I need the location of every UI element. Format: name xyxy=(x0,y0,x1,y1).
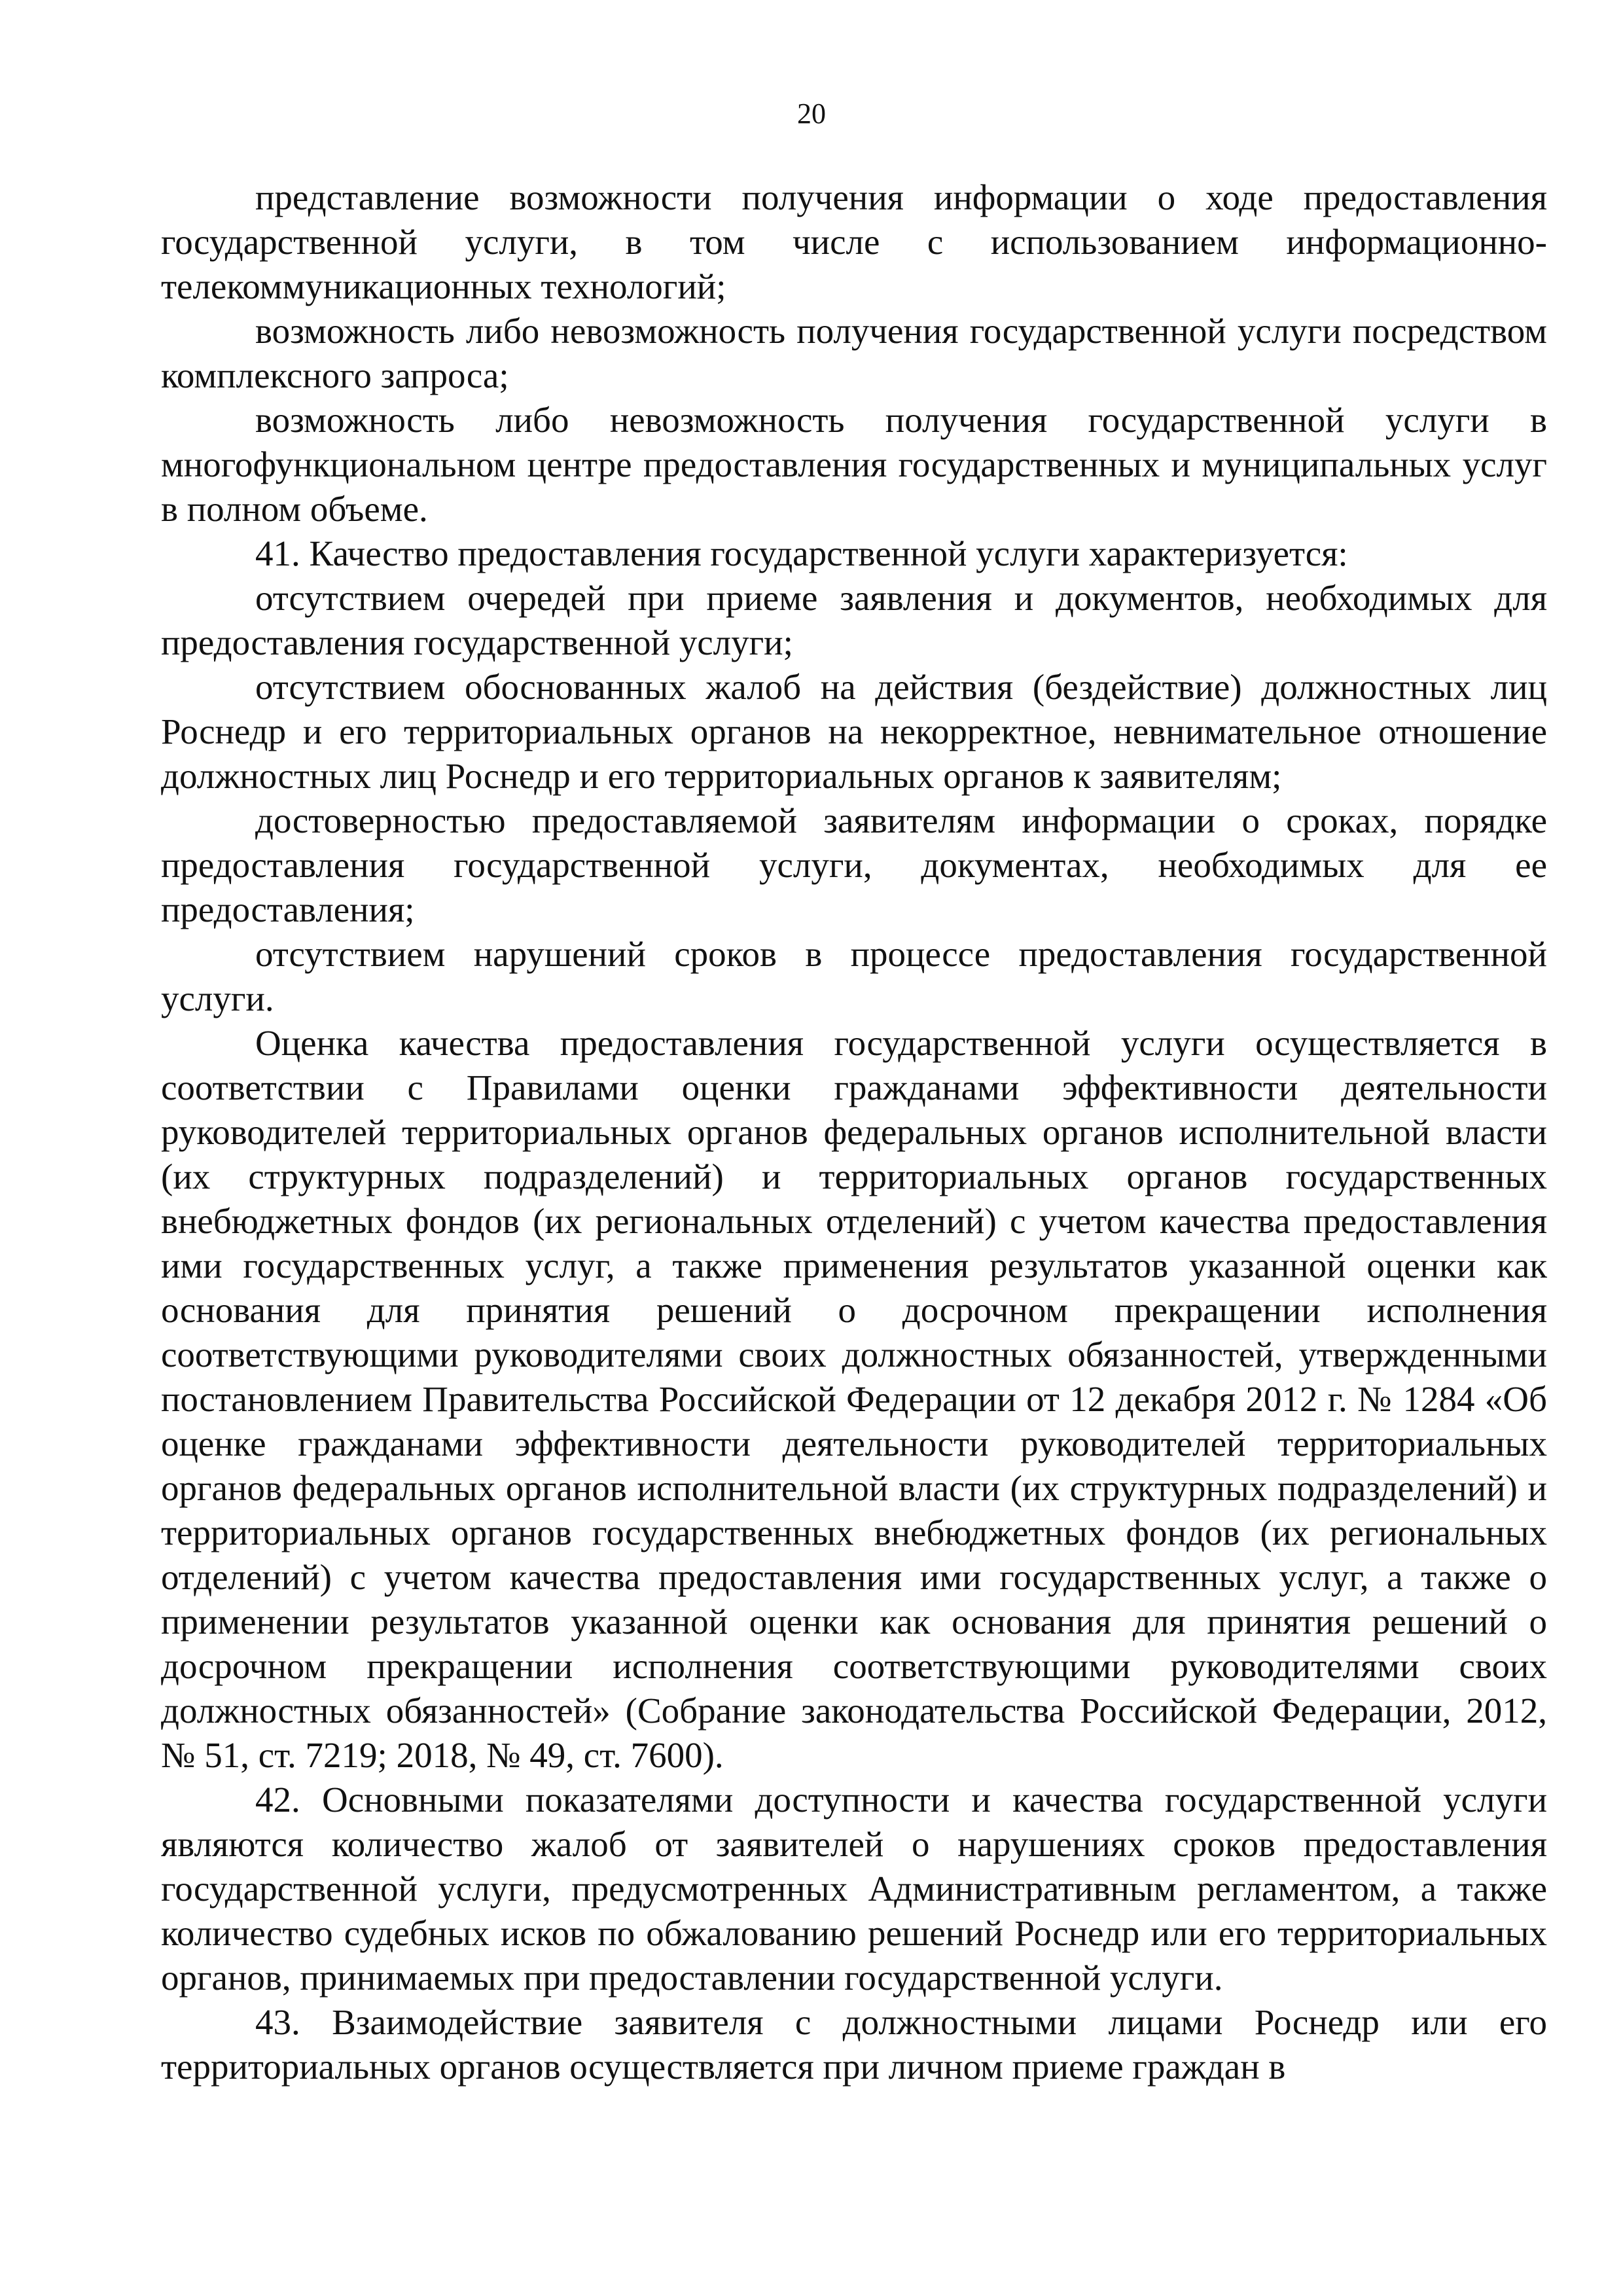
paragraph-no-violations: отсутствием нарушений сроков в процессе предоставления государственной услуги. xyxy=(161,934,1547,1018)
page-number: 20 xyxy=(797,98,826,130)
paragraph-info-access: представление возможности получения информации о ходе предоставления государственной услуги, в том числе с использованием информационно-телекоммуникационных технологий; xyxy=(161,177,1547,306)
paragraph-no-queues: отсутствием очередей при приеме заявления и документов, необходимых для предоставления государственной услуги; xyxy=(161,578,1547,662)
paragraph-42: 42. Основными показателями доступности и качества государственной услуги являются количество жалоб от заявителей о нарушениях сроков предоставления государственной услуги, предусмотренных Административным регламентом, а также количество судебных исков по обжалованию решений Роснедр или его территориальных органов, принимаемых при предоставлении государственной услуги. xyxy=(161,1780,1547,1998)
paragraph-no-complaints: отсутствием обоснованных жалоб на действия (бездействие) должностных лиц Роснедр и его территориальных органов на некорректное, невнимательное отношение должностных лиц Роснедр и его территориальных органов к заявителям; xyxy=(161,667,1547,796)
body-text xyxy=(161,175,1547,2089)
paragraph-41-heading: 41. Качество предоставления государственной услуги характеризуется: xyxy=(255,533,1348,573)
paragraph-reliability: достоверностью предоставляемой заявителям информации о сроках, порядке предоставления государственной услуги, документах, необходимых для ее предоставления; xyxy=(161,800,1547,929)
paragraph-43: 43. Взаимодействие заявителя с должностными лицами Роснедр или его территориальных органов осуществляется при личном приеме граждан в xyxy=(161,2002,1547,2087)
paragraph-quality-assessment: Оценка качества предоставления государственной услуги осуществляется в соответствии с Правилами оценки гражданами эффективности деятельности руководителей территориальных органов федеральных органов исполнительной власти (их структурных подразделений) и территориальных органов государственных внебюджетных фондов (их региональных отделений) с учетом качества предоставления ими государственных услуг, а также применения результатов указанной оценки как основания для принятия решений о досрочном прекращении исполнения соответствующими руководителями своих должностных обязанностей, утвержденными постановлением Правительства Российской Федерации от 12 декабря 2012 г. № 1284 «Об оценке гражданами эффективности деятельности руководителей территориальных органов федеральных органов исполнительной власти (их структурных подразделений) и территориальных органов государственных внебюджетных фондов (их региональных отделений) с учетом качества предоставления ими государственных услуг, а также о применении результатов указанной оценки как основания для принятия решений о досрочном прекращении исполнения соответствующими руководителями своих должностных обязанностей» (Собрание законодательства Российской Федерации, 2012, № 51, ст. 7219; 2018, № 49, ст. 7600). xyxy=(161,1023,1547,1775)
paragraph-mfc: возможность либо невозможность получения государственной услуги в многофункциональном центре предоставления государственных и муниципальных услуг в полном объеме. xyxy=(161,400,1547,529)
paragraph-complex-request: возможность либо невозможность получения государственной услуги посредством комплексного запроса; xyxy=(161,311,1547,395)
